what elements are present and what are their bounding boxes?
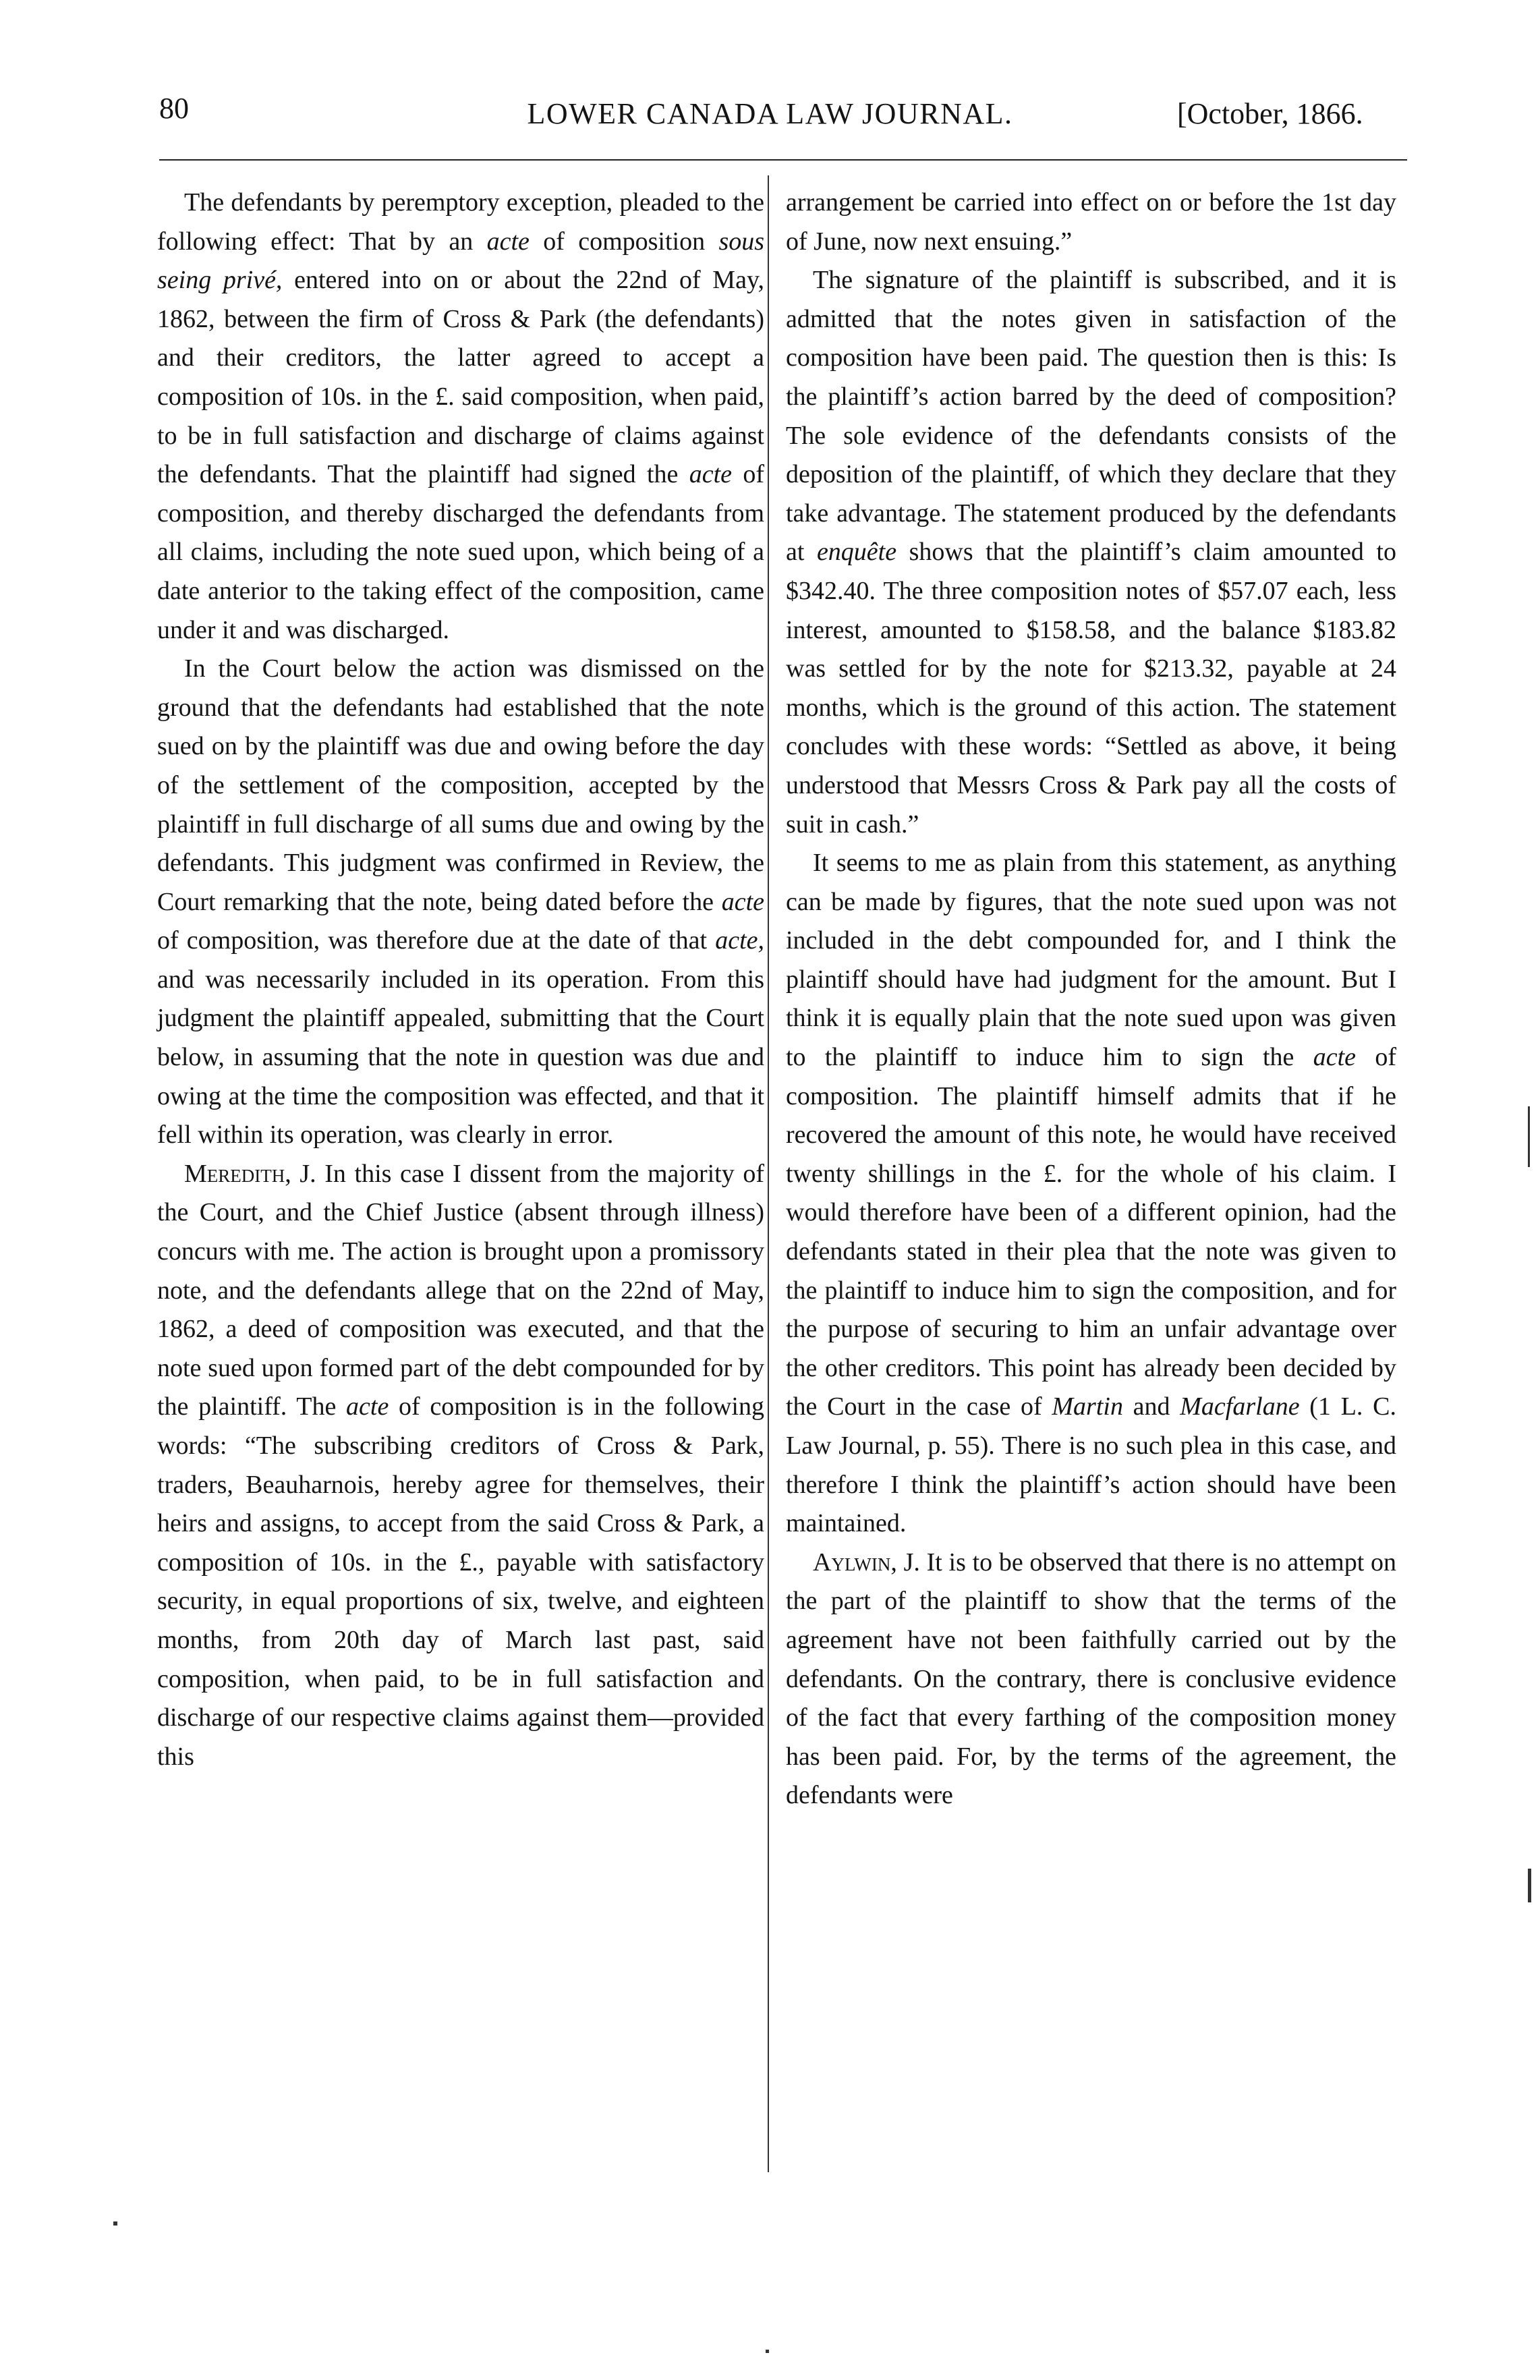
journal-title: LOWER CANADA LAW JOURNAL. <box>527 97 1013 130</box>
scan-speck <box>113 2221 117 2226</box>
paragraph: Aylwin, J. It is to be observed that there is no attempt on the part of the plaintiff to show that the terms of the agreement have not been faithfully carried out by the defendants. On the contrary, there is conclusive evidence of the fact that every farthing of the composition money has been paid. For, by the terms of the agreement, the defendants were <box>786 1548 1397 1810</box>
judge-name: Meredith, J. <box>184 1159 316 1188</box>
scan-speck <box>766 2350 769 2353</box>
left-column <box>157 183 764 1776</box>
paragraph: It seems to me as plain from this statement, as anything can be made by figures, that the note sued upon was not included in the debt compounded for, and I think the plaintiff should have had judgment for the amount. But I think it is equally plain that the note sued upon was given to the plaintiff to induce him to sign the acte of composition. The plaintiff himself admits that if he recovered the amount of this note, he would have received twenty shillings in the £. for the whole of his claim. I would therefore have been of a different opinion, had the defendants stated in their plea that the note was given to the plaintiff to induce him to sign the composition, and for the purpose of securing to him an unfair advantage over the other creditors. This point has already been decided by the Court in the case of Martin and Macfarlane (1 L. C. Law Journal, p. 55). There is no such plea in this case, and therefore I think the plaintiff’s action should have been maintained. <box>786 849 1396 1538</box>
page-number: 80 <box>159 92 189 125</box>
issue-date: [October, 1866. <box>1177 97 1363 130</box>
judge-name: Aylwin, J. <box>813 1548 920 1577</box>
paragraph: In the Court below the action was dismissed on the ground that the defendants had established that the note sued on by the plaintiff was due and owing before the day of the settlement of the composition, accepted by the plaintiff in full discharge of all sums due and owing by the defendants. This judgment was confirmed in Review, the Court remarking that the note, being dated before the acte of composition, was therefore due at the date of that acte, and was necessarily included in its operation. From this judgment the plaintiff appealed, submitting that the Court below, in assuming that the note in question was due and owing at the time the composition was effected, and that it fell within its operation, was clearly in error. <box>157 654 764 1150</box>
column-divider <box>768 175 769 2172</box>
paragraph: The defendants by peremptory exception, pleaded to the following effect: That by an acte of composition sous seing privé, entered into on or about the 22nd of May, 1862, between the firm of Cross & Park (the defendants) and their creditors, the latter agreed to accept a composition of 10s. in the £. said composition, when paid, to be in full satisfaction and discharge of claims against the defendants. That the plaintiff had signed the acte of composition, and thereby discharged the defendants from all claims, including the note sued upon, which being of a date anterior to the taking effect of the composition, came under it and was discharged. <box>157 188 765 644</box>
right-column <box>786 183 1396 1815</box>
paragraph: The signature of the plaintiff is subscribed, and it is admitted that the notes given in satisfaction of the composition have been paid. The question then is this: Is the plaintiff’s action barred by the deed of composition? The sole evidence of the defendants consists of the deposition of the plaintiff, of which they declare that they take advantage. The statement produced by the defendants at enquête shows that the plaintiff’s claim amounted to $342.40. The three composition notes of $57.07 each, less interest, amounted to $158.58, and the balance $183.82 was settled for by the note for $213.32, payable at 24 months, which is the ground of this action. The statement concludes with these words: “Settled as above, it being understood that Messrs Cross & Park pay all the costs of suit in cash.” <box>786 266 1396 839</box>
paragraph: arrangement be carried into effect on or before the 1st day of June, now next ensuing.” <box>786 188 1396 256</box>
scan-speck <box>1528 1106 1530 1167</box>
paragraph: Meredith, J. In this case I dissent from the majority of the Court, and the Chief Justice (absent through illness) concurs with me. The action is brought upon a promissory note, and the defendants allege that on the 22nd of May, 1862, a deed of composition was executed, and that the note sued upon formed part of the debt compounded for by the plaintiff. The acte of composition is in the following words: “The subscribing creditors of Cross & Park, traders, Beauharnois, hereby agree for themselves, their heirs and assigns, to accept from the said Cross & Park, a composition of 10s. in the £., payable with satisfactory security, in equal proportions of six, twelve, and eighteen months, from 20th day of March last past, said composition, when paid, to be in full satisfaction and discharge of our respective claims against them—provided this <box>157 1159 764 1771</box>
page-header <box>0 91 1540 132</box>
header-rule <box>159 159 1407 161</box>
scan-speck <box>1528 1869 1531 1902</box>
